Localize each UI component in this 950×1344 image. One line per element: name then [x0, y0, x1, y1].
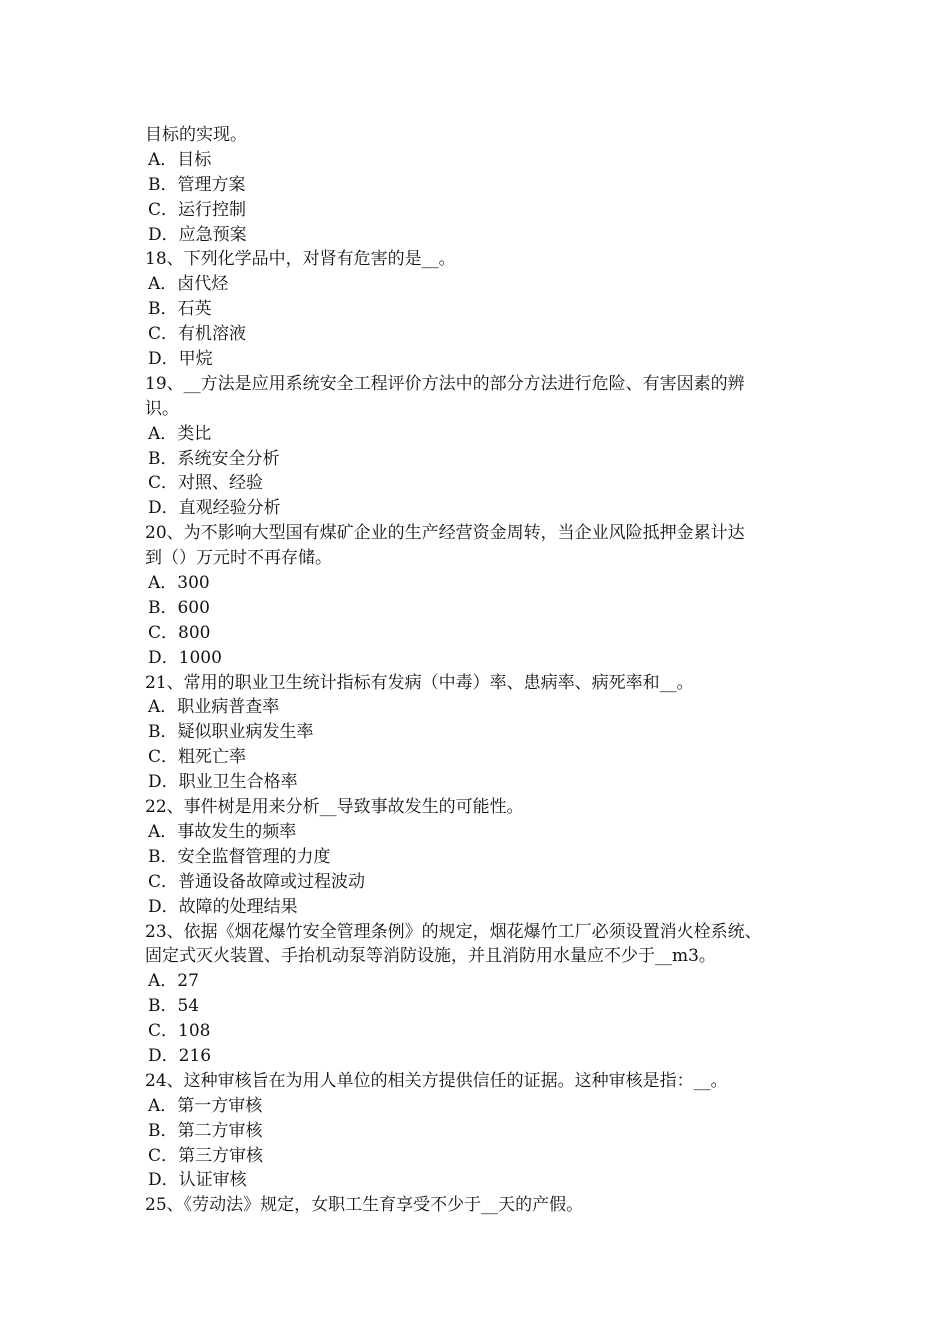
text-line: 目标的实现。 [145, 125, 247, 145]
question-line: 21、常用的职业卫生统计指标有发病（中毒）率、患病率、病死率和__。 [145, 672, 694, 693]
question-line: 24、这种审核旨在为用人单位的相关方提供信任的证据。这种审核是指：__。 [145, 1070, 728, 1091]
answer-option: A．类比 [148, 423, 212, 444]
text-line: 识。 [145, 398, 179, 419]
answer-option: C．运行控制 [148, 199, 247, 220]
answer-option: D．认证审核 [148, 1170, 247, 1191]
answer-option: B．系统安全分析 [148, 448, 280, 469]
answer-option: B．石英 [148, 299, 212, 320]
answer-option: C．800 [148, 622, 211, 643]
answer-option: D．1000 [148, 647, 222, 668]
answer-option: C．有机溶液 [148, 324, 247, 345]
answer-option: A．事故发生的频率 [148, 821, 297, 842]
question-line: 20、为不影响大型国有煤矿企业的生产经营资金周转，当企业风险抵押金累计达 [145, 523, 745, 544]
answer-option: C．第三方审核 [148, 1145, 264, 1166]
answer-option: B．疑似职业病发生率 [148, 722, 314, 743]
answer-option: B．安全监督管理的力度 [148, 846, 331, 867]
answer-option: A．300 [148, 573, 210, 594]
answer-option: C．108 [148, 1021, 211, 1042]
answer-option: B．600 [148, 597, 210, 618]
question-line: 23、依据《烟花爆竹安全管理条例》的规定，烟花爆竹工厂必须设置消火栓系统、 [145, 921, 762, 942]
text-line: 到（）万元时不再存储。 [145, 548, 332, 569]
question-line: 19、__方法是应用系统安全工程评价方法中的部分方法进行危险、有害因素的辨 [145, 373, 745, 394]
answer-option: B．第二方审核 [148, 1120, 263, 1141]
answer-option: D．故障的处理结果 [148, 896, 298, 917]
answer-option: A．第一方审核 [148, 1095, 263, 1116]
answer-option: D．职业卫生合格率 [148, 772, 298, 793]
answer-option: A．目标 [148, 149, 212, 170]
answer-option: A．27 [148, 971, 199, 992]
question-line: 25、《劳动法》规定，女职工生育享受不少于__天的产假。 [145, 1195, 584, 1216]
answer-option: B．管理方案 [148, 174, 246, 195]
question-line: 18、下列化学品中，对肾有危害的是__。 [145, 249, 456, 270]
answer-option: A．卤代烃 [148, 274, 229, 295]
question-line: 22、事件树是用来分析__导致事故发生的可能性。 [145, 797, 524, 818]
answer-option: D．直观经验分析 [148, 498, 281, 519]
document-page [145, 123, 815, 1218]
answer-option: D．应急预案 [148, 224, 247, 245]
answer-option: C．粗死亡率 [148, 747, 247, 768]
answer-option: C．普通设备故障或过程波动 [148, 871, 366, 892]
answer-option: C．对照、经验 [148, 473, 264, 494]
text-line: 固定式灭火装置、手抬机动泵等消防设施，并且消防用水量应不少于__m3。 [145, 946, 716, 967]
answer-option: A．职业病普查率 [148, 697, 280, 718]
answer-option: D．甲烷 [148, 349, 213, 370]
answer-option: D．216 [148, 1045, 212, 1066]
answer-option: B．54 [148, 996, 200, 1017]
